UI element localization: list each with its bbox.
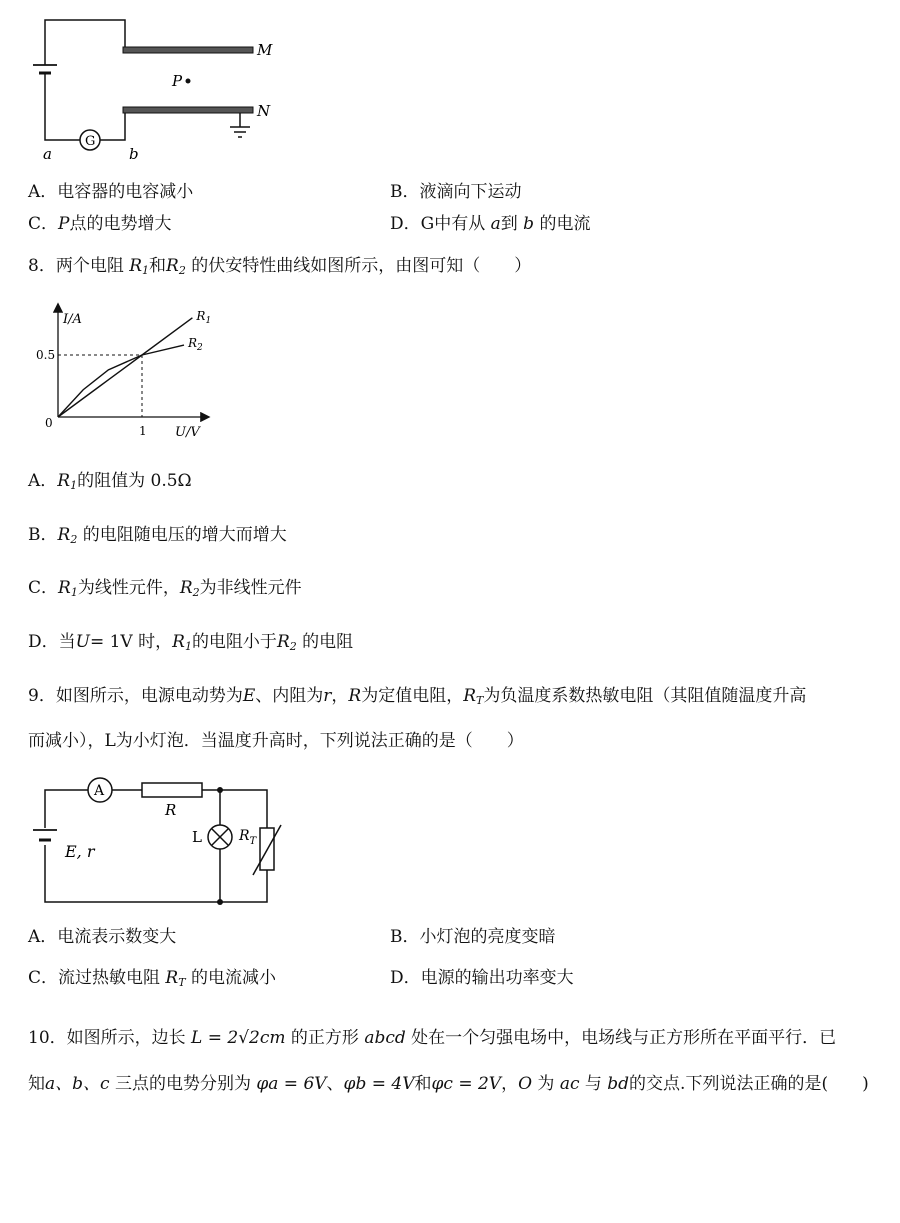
ammeter-label: A [94, 783, 105, 799]
series-r2-line [58, 345, 184, 417]
node-b-label: b [129, 145, 139, 163]
q7-option-b: B．液滴向下运动 [390, 182, 522, 202]
q9-option-a: A．电流表示数变大 [28, 927, 177, 947]
q7-option-c: C．P点的电势增大 [28, 214, 172, 234]
q8-stem: 8．两个电阻 $R_1$和$R_2$ 的伏安特性曲线如图所示，由图可知（ ） [28, 256, 532, 277]
q8-option-b: B．$R_2$ 的电阻随电压的增大而增大 [28, 525, 287, 546]
thermistor-label: $R_T$ [239, 828, 257, 847]
y-axis-label: I/A [63, 312, 82, 327]
x-axis-label: U/V [175, 425, 200, 440]
q9-stem-line2: 而减小），L为小灯泡．当温度升高时，下列说法正确的是（ ） [28, 731, 524, 751]
origin-tick-label: 0 [45, 416, 53, 430]
resistor-r-label: R [165, 801, 177, 819]
series-r2-label: $R_2$ [188, 336, 203, 354]
q8-option-a: A．$R_1$的阻值为 0.5Ω [28, 471, 192, 492]
capacitor-circuit-figure [25, 15, 295, 165]
series-r1-label: $R_1$ [196, 308, 212, 326]
q9-option-d: D．电源的输出功率变大 [390, 968, 574, 988]
y-tick-0-5-label: 0.5 [36, 348, 56, 362]
q8-option-c: C．$R_1$为线性元件，$R_2$为非线性元件 [28, 578, 302, 599]
q10-stem-line2: 知a、b、c 三点的电势分别为 φa = 6V、φb = 4V和φc = 2V，O 为 ac 与 bd的交点.下列说法正确的是( ) [28, 1074, 869, 1094]
q7-option-a: A．电容器的电容减小 [28, 182, 194, 202]
q10-stem-line1: 10．如图所示，边长 L = 2√2cm 的正方形 abcd 处在一个匀强电场中，电场线与正方形所在平面平行．已 [28, 1028, 837, 1048]
point-p-label: P [172, 72, 183, 90]
series-r1-line [58, 318, 192, 417]
iv-characteristic-chart [25, 295, 225, 445]
thermistor-circuit-figure [25, 770, 290, 910]
source-label: E, r [65, 842, 95, 861]
galvanometer-label: G [85, 134, 96, 149]
q9-stem-line1: 9．如图所示，电源电动势为E、内阻为r，R为定值电阻，$R_T$为负温度系数热敏电阻（其阻值随温度升高 [28, 686, 807, 707]
node-a-label: a [43, 145, 52, 163]
q8-option-d: D．当U= 1V 时，$R_1$的电阻小于$R_2$ 的电阻 [28, 632, 354, 653]
plate-n-label: N [257, 102, 271, 120]
q9-option-b: B．小灯泡的亮度变暗 [390, 927, 556, 947]
plate-m-label: M [257, 41, 273, 59]
lamp-l-label: L [192, 828, 202, 846]
q7-option-d: D．G中有从 a到 b 的电流 [390, 214, 591, 234]
q9-option-c: C．流过热敏电阻 $R_T$ 的电流减小 [28, 968, 276, 989]
x-tick-1-label: 1 [139, 424, 147, 438]
